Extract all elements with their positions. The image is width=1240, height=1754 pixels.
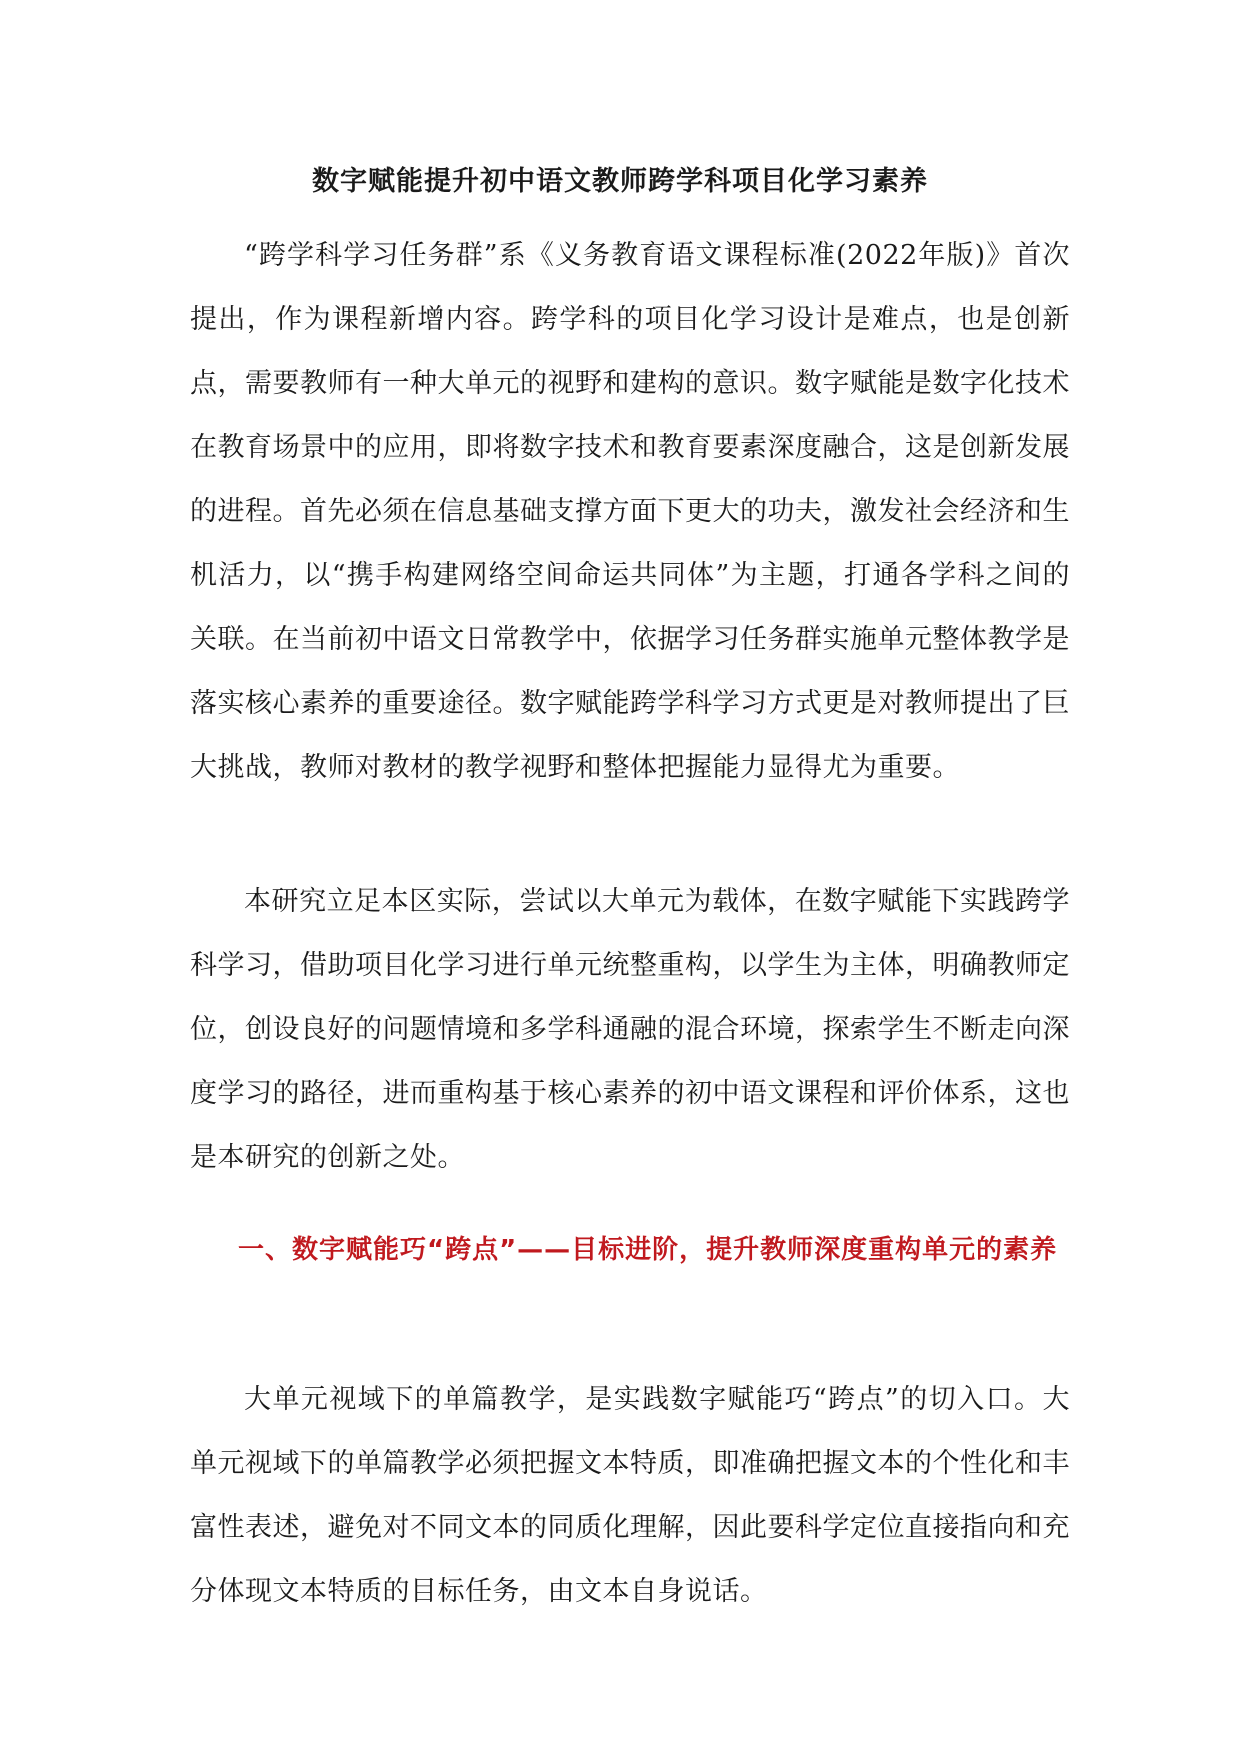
section-heading: 一、数字赋能巧“跨点”——目标进阶，提升教师深度重构单元的素养 [238, 1235, 1058, 1265]
body-paragraph: “跨学科学习任务群”系《义务教育语文课程标准(2022年版)》首次提出，作为课程新增内容。跨学科的项目化学习设计是难点，也是创新点，需要教师有一种大单元的视野和建构的意识。数字赋能是数字化技术在教育场景中的应用，即将数字技术和教育要素深度融合，这是创新发展的进程。首先必须在信息基础支撑方面下更大的功夫，激发社会经济和生机活力，以“携手构建网络空间命运共同体”为主题，打通各学科之间的关联。在当前初中语文日常教学中，依据学习任务群实施单元整体教学是落实核心素养的重要途径。数字赋能跨学科学习方式更是对教师提出了巨大挑战，教师对教材的教学视野和整体把握能力显得尤为重要。 [190, 240, 1070, 783]
document-title: 数字赋能提升初中语文教师跨学科项目化学习素养 [312, 166, 928, 197]
section-paragraph: 大单元视域下的单篇教学，是实践数字赋能巧“跨点”的切入口。大单元视域下的单篇教学必须把握文本特质，即准确把握文本的个性化和丰富性表述，避免对不同文本的同质化理解，因此要科学定位直接指向和充分体现文本特质的目标任务，由文本自身说话。 [190, 1384, 1070, 1607]
body-paragraph: 本研究立足本区实际，尝试以大单元为载体，在数字赋能下实践跨学科学习，借助项目化学习进行单元统整重构，以学生为主体，明确教师定位，创设良好的问题情境和多学科通融的混合环境，探索学生不断走向深度学习的路径，进而重构基于核心素养的初中语文课程和评价体系，这也是本研究的创新之处。 [190, 886, 1070, 1173]
